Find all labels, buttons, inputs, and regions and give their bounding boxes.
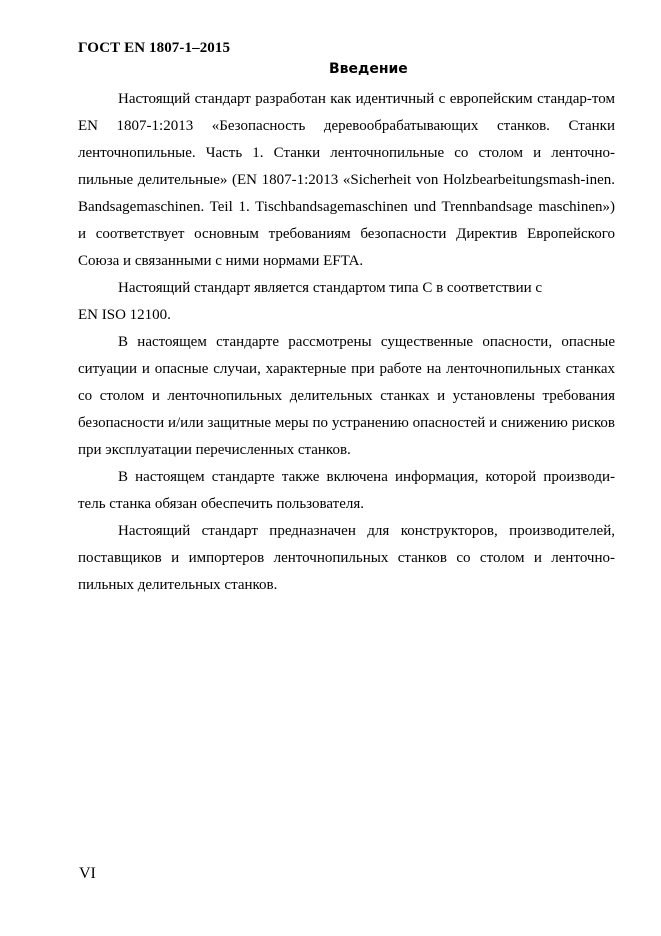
paragraph-identity: Настоящий стандарт разработан как идентичный с европейским стандар-том EN 1807-1:2013 «Безопасность деревообрабатывающих станков. Станки ленточнопильные. Часть 1. Станки ленточнопильные со столом и ленточно-пильные делительные» (EN 1807-1:2013 «Sicherheit von Holzbearbeitungsmash-inen. Bandsagemaschinen. Teil 1. Tischbandsagemaschinen und Trennbandsage maschinen») и соответствует основным требованиям безопасности Директив Европейского Союза и связанными с ними нормами EFTA.: [78, 91, 615, 269]
document-body: [78, 86, 615, 599]
paragraph-scope: В настоящем стандарте рассмотрены существенные опасности, опасные ситуации и опасные случаи, характерные при работе на ленточнопильных станках со столом и ленточнопильных делительных станках и установлены требования безопасности и/или защитные меры по устранению опасностей и снижению рисков при эксплуатации перечисленных станков.: [78, 334, 615, 458]
section-title: Введение: [329, 61, 408, 77]
page-number: VI: [79, 865, 96, 882]
paragraph-standard-type: Настоящий стандарт является стандартом типа С в соответствии с: [118, 280, 543, 296]
document-code-header: ГОСТ EN 1807-1–2015: [78, 40, 231, 56]
paragraph-audience: Настоящий стандарт предназначен для конструкторов, производителей, поставщиков и импортеров ленточнопильных станков со столом и ленточно-пильных делительных станков.: [78, 523, 615, 593]
paragraph-standard-type-continuation: EN ISO 12100.: [78, 307, 171, 323]
paragraph-information: В настоящем стандарте также включена информация, которой производи-тель станка обязан обеспечить пользователя.: [78, 469, 615, 512]
